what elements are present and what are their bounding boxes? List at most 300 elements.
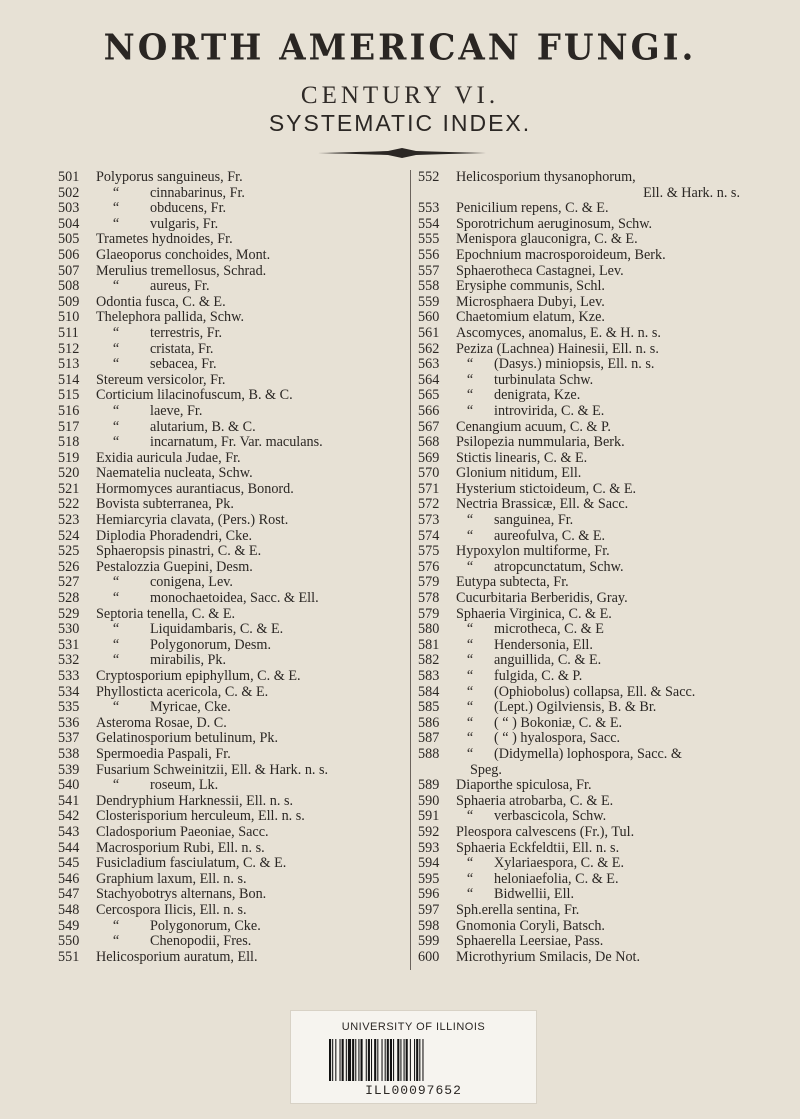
species-name: aureus, Fr. (150, 278, 210, 295)
index-entry (58, 685, 403, 701)
index-entry (58, 451, 403, 467)
species-name: sanguinea, Fr. (494, 512, 574, 529)
index-entry (418, 638, 768, 654)
index-entry (418, 326, 768, 342)
index-entry (58, 232, 403, 248)
ditto-mark: “ (466, 387, 474, 404)
ditto-mark: “ (112, 590, 120, 607)
index-entry (58, 934, 403, 950)
institution-name: UNIVERSITY OF ILLINOIS (341, 1021, 486, 1033)
entry-number: 549 (58, 917, 80, 934)
entry-number: 566 (418, 402, 440, 419)
ditto-mark: “ (112, 340, 120, 357)
index-entry (418, 934, 768, 950)
index-entry (418, 887, 768, 903)
entry-number: 547 (58, 886, 80, 903)
index-entry (58, 342, 403, 358)
species-name: Naematelia nucleata, Schw. (96, 465, 253, 482)
entry-number: 503 (58, 200, 80, 217)
ditto-mark: “ (466, 668, 474, 684)
entry-number: 545 (58, 855, 80, 872)
entry-number: 578 (418, 590, 440, 607)
species-name: Polyporus sanguineus, Fr. (96, 169, 243, 185)
species-name: Bidwellii, Ell. (494, 886, 574, 903)
species-name: obducens, Fr. (150, 200, 227, 217)
ditto-mark: “ (112, 574, 120, 591)
ornament-divider (318, 146, 486, 160)
entry-number: 510 (58, 309, 80, 326)
barcode-bar (406, 1039, 408, 1081)
entry-number: 600 (418, 948, 440, 965)
species-name: Sphaerella Leersiae, Pass. (456, 933, 604, 950)
index-entry (58, 856, 403, 872)
index-entry (418, 295, 768, 311)
species-name: Closterisporium herculeum, Ell. n. s. (96, 808, 305, 825)
species-name: Glonium nitidum, Ell. (456, 465, 582, 482)
species-name: Liquidambaris, C. & E. (150, 621, 284, 638)
species-name: (Ophiobolus) collapsa, Ell. & Sacc. (494, 683, 696, 700)
barcode-bar (371, 1039, 372, 1081)
index-heading: SYSTEMATIC INDEX. (268, 110, 532, 136)
species-name: cinnabarinus, Fr. (150, 184, 245, 201)
index-entry (58, 217, 403, 233)
index-entry (418, 513, 768, 529)
entry-number: 573 (418, 512, 440, 529)
century-heading: CENTURY VI. (300, 82, 500, 109)
species-name: (Dasys.) miniopsis, Ell. n. s. (494, 356, 655, 373)
entry-number: 535 (58, 699, 80, 716)
ditto-mark: “ (112, 933, 120, 950)
index-entry (58, 513, 403, 529)
entry-number: 537 (58, 730, 80, 747)
index-entry (58, 310, 403, 326)
ditto-mark: “ (466, 371, 474, 388)
entry-number: 539 (58, 761, 80, 778)
species-name: anguillida, C. & E. (494, 652, 602, 669)
entry-number: 569 (418, 449, 440, 466)
species-name: Trametes hydnoides, Fr. (96, 231, 233, 248)
entry-number: 589 (418, 777, 440, 794)
barcode-bar (332, 1039, 333, 1081)
index-entry (418, 201, 768, 217)
species-name: (Didymella) lophospora, Sacc. & (494, 745, 682, 762)
species-name: Cercospora Ilicis, Ell. n. s. (96, 901, 247, 918)
species-name: Cladosporium Paeoniae, Sacc. (96, 823, 269, 840)
index-entry (418, 357, 768, 373)
species-name: Phyllosticta acericola, C. & E. (96, 683, 269, 700)
species-name: Cryptosporium epiphyllum, C. & E. (96, 668, 301, 684)
entry-number: 575 (418, 543, 440, 560)
entry-number: 561 (418, 324, 440, 341)
species-name: Sphaeria Eckfeldtii, Ell. n. s. (456, 839, 620, 856)
entry-number: 574 (418, 527, 440, 544)
barcode (329, 1039, 497, 1081)
barcode-bar (390, 1039, 392, 1081)
entry-number: 530 (58, 621, 80, 638)
entry-number: 528 (58, 590, 80, 607)
species-name: Microsphaera Dubyi, Lev. (456, 293, 605, 310)
species-name: Dendryphium Harknessii, Ell. n. s. (96, 792, 294, 809)
index-entry (418, 232, 768, 248)
index-entry (418, 310, 768, 326)
index-entry (418, 950, 768, 966)
entry-number: 505 (58, 231, 80, 248)
entry-number: 568 (418, 434, 440, 451)
entry-number: 511 (58, 324, 79, 341)
entry-number: 522 (58, 496, 80, 513)
species-name: Pleospora calvescens (Fr.), Tul. (456, 823, 635, 840)
ditto-mark: “ (112, 278, 120, 295)
entry-number: 553 (418, 200, 440, 217)
barcode-bar (342, 1039, 344, 1081)
index-entry (58, 186, 403, 202)
entry-number: 518 (58, 434, 80, 451)
index-entry (418, 217, 768, 233)
species-name: Diplodia Phoradendri, Cke. (96, 527, 253, 544)
entry-number: 562 (418, 340, 440, 357)
ditto-mark: “ (466, 808, 474, 825)
entry-number: 501 (58, 169, 80, 185)
entry-number: 594 (418, 855, 440, 872)
index-entry (418, 466, 768, 482)
species-name: Polygonorum, Desm. (150, 636, 271, 653)
entry-number: 582 (418, 652, 440, 669)
species-name: Hendersonia, Ell. (494, 636, 593, 653)
index-entry (418, 248, 768, 264)
entry-number: 570 (418, 465, 440, 482)
ditto-mark: “ (112, 621, 120, 638)
ditto-mark: “ (466, 855, 474, 872)
entry-number: 579 (418, 605, 440, 622)
species-name: Peziza (Lachnea) Hainesii, Ell. n. s. (456, 340, 659, 357)
index-entry (58, 607, 403, 623)
entry-number: 526 (58, 558, 80, 575)
species-name: fulgida, C. & P. (494, 668, 583, 684)
entry-number: 592 (418, 823, 440, 840)
index-column-left (58, 170, 403, 965)
index-entry (418, 794, 768, 810)
species-name: Exidia auricula Judae, Fr. (96, 449, 241, 466)
barcode-bar (393, 1039, 394, 1081)
index-entry (418, 482, 768, 498)
species-name: Hemiarcyria clavata, (Pers.) Rost. (96, 512, 289, 529)
index-entry (418, 856, 768, 872)
species-name: Stachyobotrys alternans, Bon. (96, 886, 267, 903)
ditto-mark: “ (112, 652, 120, 669)
index-entry (58, 357, 403, 373)
index-entry (58, 622, 403, 638)
entry-number: 587 (418, 730, 440, 747)
entry-number: 548 (58, 901, 80, 918)
entry-number: 544 (58, 839, 80, 856)
barcode-bar (374, 1039, 376, 1081)
species-name: heloniaefolia, C. & E. (494, 870, 619, 887)
entry-continuation: Speg. (470, 761, 502, 778)
index-entry (58, 919, 403, 935)
entry-number: 580 (418, 621, 440, 638)
species-name: introvirida, C. & E. (494, 402, 605, 419)
index-entry (418, 575, 768, 591)
species-name: roseum, Lk. (150, 777, 219, 794)
index-entry (418, 342, 768, 358)
species-name: Thelephora pallida, Schw. (96, 309, 244, 326)
entry-number: 591 (418, 808, 440, 825)
index-entry (58, 482, 403, 498)
index-entry (58, 201, 403, 217)
barcode-bar (397, 1039, 399, 1081)
species-name: alutarium, B. & C. (150, 418, 256, 435)
entry-number: 521 (58, 480, 80, 497)
entry-number: 502 (58, 184, 80, 201)
entry-number: 542 (58, 808, 80, 825)
ditto-mark: “ (466, 527, 474, 544)
species-name: verbascicola, Schw. (494, 808, 607, 825)
entry-number: 599 (418, 933, 440, 950)
ditto-mark: “ (466, 356, 474, 373)
ditto-mark: “ (466, 558, 474, 575)
ditto-mark: “ (466, 621, 474, 638)
index-entry (418, 435, 768, 451)
entry-number: 512 (58, 340, 80, 357)
index-entry (58, 560, 403, 576)
index-entry (58, 778, 403, 794)
ditto-mark: “ (112, 324, 120, 341)
entry-number: 571 (418, 480, 440, 497)
entry-number: 534 (58, 683, 80, 700)
index-entry (58, 809, 403, 825)
entry-number: 524 (58, 527, 80, 544)
ditto-mark: “ (466, 699, 474, 716)
ditto-mark: “ (112, 636, 120, 653)
barcode-bar (416, 1039, 418, 1081)
entry-number: 506 (58, 246, 80, 263)
entry-number: 588 (418, 745, 440, 762)
species-name: Helicosporium thysanophorum, (456, 169, 636, 185)
index-entry (58, 497, 403, 513)
barcode-bar (355, 1039, 356, 1081)
species-name: Nectria Brassicæ, Ell. & Sacc. (456, 496, 629, 513)
barcode-bar (422, 1039, 423, 1081)
index-entry (58, 248, 403, 264)
entry-number: 576 (418, 558, 440, 575)
species-name: Fusicladium fasciulatum, C. & E. (96, 855, 287, 872)
species-name: Penicilium repens, C. & E. (456, 200, 609, 217)
species-name: Bovista subterranea, Pk. (96, 496, 234, 513)
entry-number: 595 (418, 870, 440, 887)
column-divider (410, 170, 411, 970)
entry-number: 593 (418, 839, 440, 856)
species-name: microtheca, C. & E (494, 621, 604, 638)
entry-number: 581 (418, 636, 440, 653)
index-entry (58, 747, 403, 763)
species-name: Epochnium macrosporoideum, Berk. (456, 246, 666, 263)
index-entry (418, 420, 768, 436)
species-name: sebacea, Fr. (150, 356, 217, 373)
index-entry (58, 264, 403, 280)
barcode-bar (382, 1039, 383, 1081)
index-entry (418, 607, 768, 623)
ditto-mark: “ (466, 730, 474, 747)
species-name: cristata, Fr. (150, 340, 214, 357)
entry-number: 585 (418, 699, 440, 716)
barcode-bar (335, 1039, 336, 1081)
entry-number: 538 (58, 745, 80, 762)
species-name: Diaporthe spiculosa, Fr. (456, 777, 592, 794)
entry-number: 532 (58, 652, 80, 669)
entry-number: 531 (58, 636, 80, 653)
entry-number: 504 (58, 215, 80, 232)
index-entry (58, 841, 403, 857)
index-entry (58, 420, 403, 436)
entry-number: 516 (58, 402, 80, 419)
species-name: Gelatinosporium betulinum, Pk. (96, 730, 279, 747)
barcode-bar (377, 1039, 378, 1081)
species-name: ( “ ) Bokoniæ, C. & E. (494, 714, 623, 731)
entry-number: 517 (58, 418, 80, 435)
index-entry (418, 747, 768, 778)
index-entry (418, 404, 768, 420)
ditto-mark: “ (112, 434, 120, 451)
ditto-mark: “ (112, 917, 120, 934)
ditto-mark: “ (466, 512, 474, 529)
barcode-bar (352, 1039, 354, 1081)
index-entry (58, 716, 403, 732)
entry-number: 540 (58, 777, 80, 794)
species-name: Spermoedia Paspali, Fr. (96, 745, 231, 762)
entry-number: 550 (58, 933, 80, 950)
index-entry (58, 295, 403, 311)
index-entry (418, 841, 768, 857)
species-name: Sphaerotheca Castagnei, Lev. (456, 262, 624, 279)
entry-number: 536 (58, 714, 80, 731)
barcode-bar (419, 1039, 420, 1081)
index-entry (418, 669, 768, 685)
barcode-bar (404, 1039, 405, 1081)
index-entry (58, 887, 403, 903)
index-entry (58, 653, 403, 669)
species-name: atropcunctatum, Schw. (494, 558, 624, 575)
species-name: Asteroma Rosae, D. C. (96, 714, 227, 731)
index-entry (58, 544, 403, 560)
index-entry (418, 919, 768, 935)
index-entry (418, 388, 768, 404)
entry-number: 556 (418, 246, 440, 263)
index-entry (58, 903, 403, 919)
species-name: Hormomyces aurantiacus, Bonord. (96, 480, 294, 497)
index-entry (418, 591, 768, 607)
index-entry (418, 279, 768, 295)
barcode-bar (366, 1039, 367, 1081)
entry-number: 559 (418, 293, 440, 310)
ditto-mark: “ (112, 184, 120, 201)
entry-number: 508 (58, 278, 80, 295)
index-entry (418, 264, 768, 280)
index-entry (418, 731, 768, 747)
index-entry (58, 435, 403, 451)
entry-number: 560 (418, 309, 440, 326)
species-name: vulgaris, Fr. (150, 215, 219, 232)
barcode-bar (400, 1039, 401, 1081)
index-entry (58, 825, 403, 841)
species-name: (Lept.) Ogilviensis, B. & Br. (494, 699, 657, 716)
barcode-bar (410, 1039, 411, 1081)
index-entry (418, 544, 768, 560)
species-name: laeve, Fr. (150, 402, 203, 419)
entry-number: 551 (58, 948, 80, 965)
species-name: Pestalozzia Guepini, Desm. (96, 558, 253, 575)
species-name: Sporotrichum aeruginosum, Schw. (456, 215, 653, 232)
ditto-mark: “ (466, 652, 474, 669)
index-entry (58, 279, 403, 295)
entry-number: 590 (418, 792, 440, 809)
ditto-mark: “ (112, 215, 120, 232)
index-entry (58, 669, 403, 685)
barcode-bar (358, 1039, 359, 1081)
entry-number: 572 (418, 496, 440, 513)
index-entry (418, 653, 768, 669)
index-entry (418, 560, 768, 576)
index-entry (418, 825, 768, 841)
entry-number: 525 (58, 543, 80, 560)
species-name: Hypoxylon multiforme, Fr. (456, 543, 610, 560)
entry-number: 555 (418, 231, 440, 248)
species-name: Graphium laxum, Ell. n. s. (96, 870, 247, 887)
species-name: Corticium lilacinofuscum, B. & C. (96, 387, 293, 404)
entry-number: 564 (418, 371, 440, 388)
species-name: Merulius tremellosus, Schrad. (96, 262, 267, 279)
ditto-mark: “ (466, 714, 474, 731)
species-name: mirabilis, Pk. (150, 652, 227, 669)
entry-number: 586 (418, 714, 440, 731)
species-name: Polygonorum, Cke. (150, 917, 261, 934)
barcode-bar (414, 1039, 415, 1081)
species-name: Myricae, Cke. (150, 699, 231, 716)
ditto-mark: “ (466, 636, 474, 653)
species-name: Macrosporium Rubi, Ell. n. s. (96, 839, 265, 856)
index-entry (418, 529, 768, 545)
species-name: Septoria tenella, C. & E. (96, 605, 236, 622)
ditto-mark: “ (112, 200, 120, 217)
entry-number: 557 (418, 262, 440, 279)
index-entry (58, 388, 403, 404)
species-name: aureofulva, C. & E. (494, 527, 606, 544)
page-title: NORTH AMERICAN FUNGI. (103, 27, 697, 69)
species-name: turbinulata Schw. (494, 371, 594, 388)
species-name: Menispora glauconigra, C. & E. (456, 231, 638, 248)
ditto-mark: “ (112, 356, 120, 373)
entry-number: 519 (58, 449, 80, 466)
species-name: Chenopodii, Fres. (150, 933, 252, 950)
entry-number: 541 (58, 792, 80, 809)
entry-number: 523 (58, 512, 80, 529)
ditto-mark: “ (466, 745, 474, 762)
entry-number: 565 (418, 387, 440, 404)
index-entry (58, 575, 403, 591)
species-name: incarnatum, Fr. Var. maculans. (150, 434, 323, 451)
species-name: Sph.erella sentina, Fr. (456, 901, 580, 918)
entry-continuation: Ell. & Hark. n. s. (643, 184, 740, 201)
species-name: denigrata, Kze. (494, 387, 581, 404)
index-entry (58, 731, 403, 747)
species-name: Stictis linearis, C. & E. (456, 449, 588, 466)
index-column-right (418, 170, 768, 965)
entry-number: 514 (58, 371, 80, 388)
index-entry (58, 404, 403, 420)
index-entry (58, 950, 403, 966)
index-entry (58, 170, 403, 186)
entry-number: 515 (58, 387, 80, 404)
index-entry (58, 794, 403, 810)
